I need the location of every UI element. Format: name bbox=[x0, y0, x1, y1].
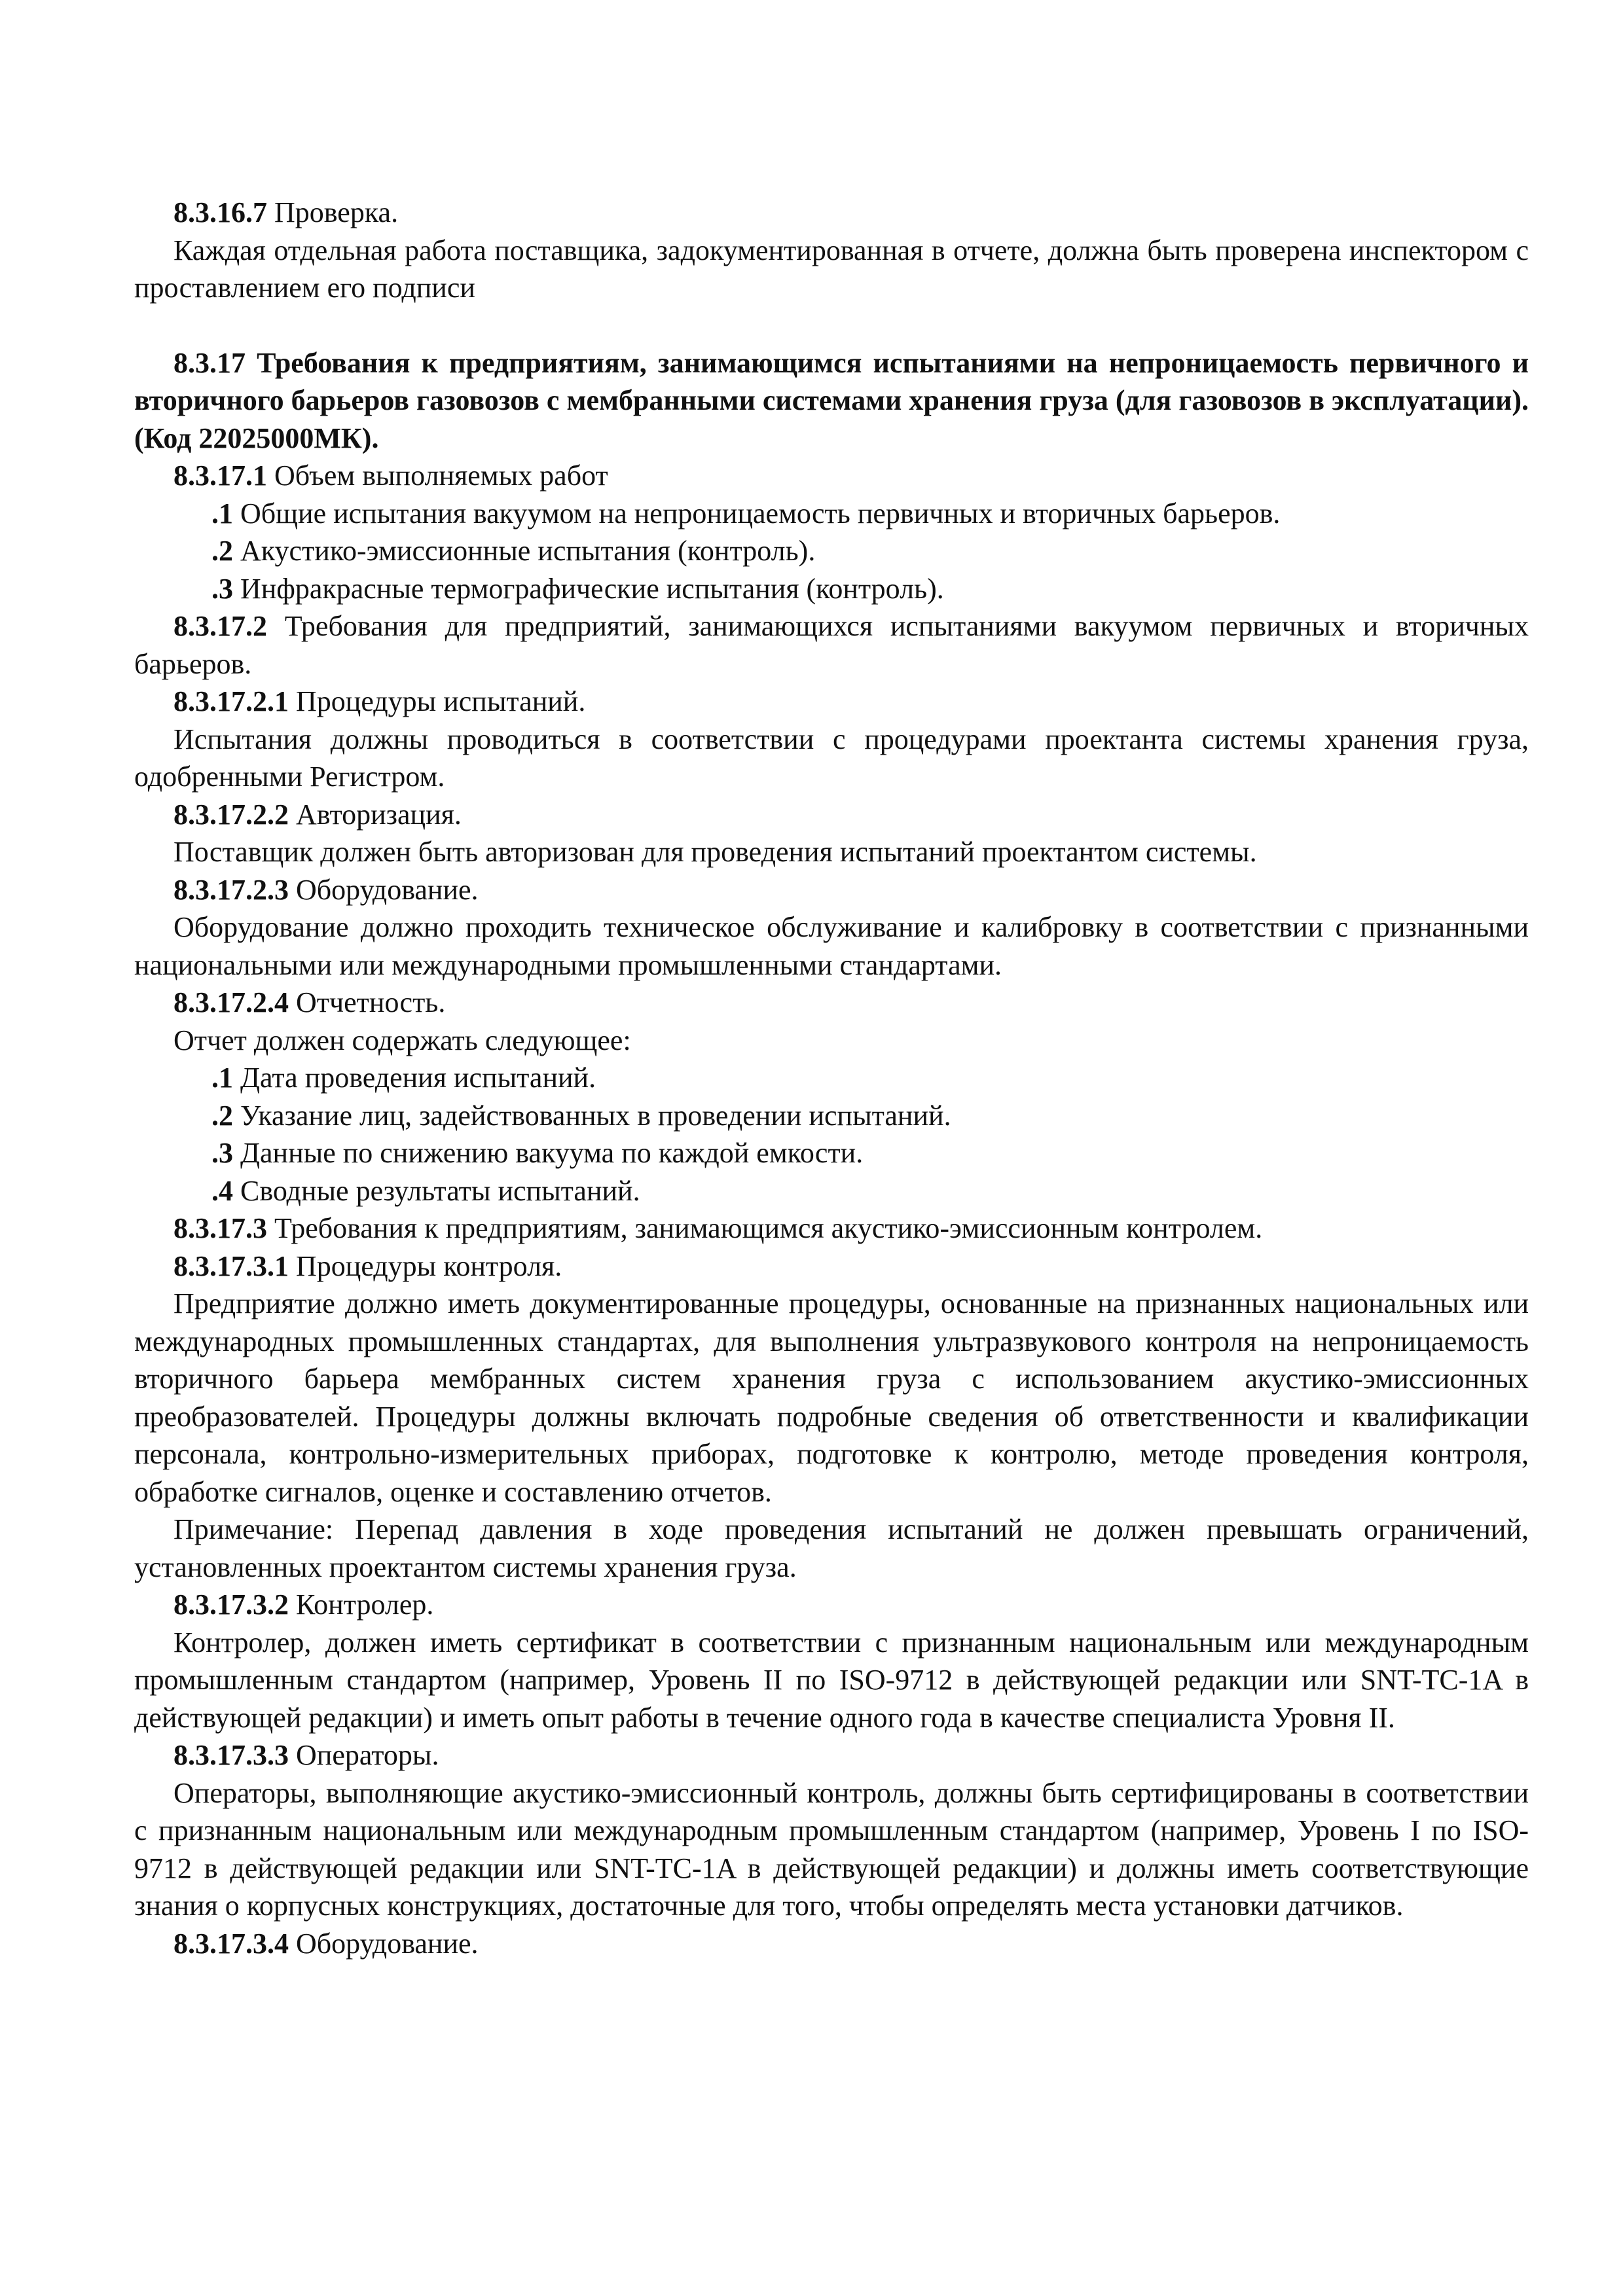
clause-number: 8.3.17.3.1 bbox=[173, 1249, 289, 1282]
clause-number: 8.3.17.2.1 bbox=[173, 685, 289, 717]
clause-title: Операторы. bbox=[289, 1739, 439, 1771]
clause-8-3-17-1 bbox=[134, 457, 1529, 495]
clause-number: 8.3.17.2.2 bbox=[173, 798, 289, 831]
clause-8-3-17-3-4 bbox=[134, 1925, 1529, 1963]
spacer bbox=[134, 307, 1529, 344]
paragraph: Предприятие должно иметь документированные процедуры, основанные на признанных национальных или международных промышленных стандартах, для выполнения ультразвукового контроля на непроницаемость вторичного барьера мембранных систем хранения груза с использованием акустико-эмиссионных преобразователей. Процедуры должны включать подробные сведения об ответственности и квалификации персонала, контрольно-измерительных приборах, подготовке к контролю, методе проведения контроля, обработке сигналов, оценке и составлению отчетов. bbox=[134, 1287, 1529, 1508]
clause-8-3-17-3 bbox=[134, 1210, 1529, 1247]
list-item bbox=[134, 1134, 1529, 1172]
clause-8-3-17-2 bbox=[134, 607, 1529, 683]
clause-number: 8.3.17.2.3 bbox=[173, 873, 289, 906]
list-item-text: Дата проведения испытаний. bbox=[233, 1062, 596, 1094]
clause-8-3-17-2-1 bbox=[134, 683, 1529, 721]
list-item bbox=[134, 1059, 1529, 1097]
list-item bbox=[134, 1097, 1529, 1135]
clause-number: 8.3.17.3 bbox=[173, 1212, 267, 1244]
paragraph: Оборудование должно проходить техническое обслуживание и калибровку в соответствии с признанными национальными или международными промышленными стандартами. bbox=[134, 911, 1529, 981]
clause-number: 8.3.17.1 bbox=[173, 459, 267, 492]
clause-title: Требования для предприятий, занимающихся испытаниями вакуумом первичных и вторичных барьеров. bbox=[134, 610, 1529, 680]
clause-8-3-16-7 bbox=[134, 194, 1529, 232]
list-item bbox=[134, 570, 1529, 608]
list-item-text: Указание лиц, задействованных в проведении испытаний. bbox=[233, 1099, 951, 1132]
list-item-text: Общие испытания вакуумом на непроницаемость первичных и вторичных барьеров. bbox=[233, 497, 1281, 529]
list-item-number: .2 bbox=[211, 535, 233, 567]
clause-title: Процедуры контроля. bbox=[289, 1249, 562, 1282]
list-item-number: .3 bbox=[211, 1137, 233, 1169]
clause-title: Процедуры испытаний. bbox=[289, 685, 586, 717]
clause-number: 8.3.17.3.4 bbox=[173, 1927, 289, 1960]
list-item-number: .2 bbox=[211, 1099, 233, 1132]
section-heading-8-3-17 bbox=[134, 344, 1529, 457]
clause-title: Требования к предприятиям, занимающимся акустико-эмиссионным контролем. bbox=[267, 1212, 1263, 1244]
clause-8-3-17-3-2 bbox=[134, 1586, 1529, 1624]
clause-title: Проверка. bbox=[267, 196, 399, 228]
clause-title: Контролер. bbox=[289, 1588, 434, 1621]
paragraph: Операторы, выполняющие акустико-эмиссионный контроль, должны быть сертифицированы в соответствии с признанным национальным или международным промышленным стандартом (например, Уровень I по ISO-9712 в действующей редакции или SNT-TC-1A в действующей редакции) и должны иметь соответствующие знания о корпусных конструкциях, достаточные для того, чтобы определять места установки датчиков. bbox=[134, 1776, 1529, 1922]
list-item-text: Инфракрасные термографические испытания (контроль). bbox=[233, 572, 944, 605]
paragraph: Контролер, должен иметь сертификат в соответствии с признанным национальным или международным промышленным стандартом (например, Уровень II по ISO-9712 в действующей редакции или SNT-TC-1A в действующей редакции) и иметь опыт работы в течение одного года в качестве специалиста Уровня II. bbox=[134, 1626, 1529, 1734]
list-item-text: Сводные результаты испытаний. bbox=[233, 1174, 640, 1207]
paragraph: Испытания должны проводиться в соответствии с процедурами проектанта системы хранения груза, одобренными Регистром. bbox=[134, 723, 1529, 793]
clause-title: Объем выполняемых работ bbox=[267, 459, 608, 492]
clause-number: 8.3.16.7 bbox=[173, 196, 267, 228]
list-item bbox=[134, 1172, 1529, 1210]
list-item-number: .1 bbox=[211, 1062, 233, 1094]
clause-number: 8.3.17.3.3 bbox=[173, 1739, 289, 1771]
document-body bbox=[134, 194, 1529, 1962]
clause-8-3-17-2-4 bbox=[134, 984, 1529, 1022]
clause-title: Оборудование. bbox=[289, 1927, 479, 1960]
list-item-number: .3 bbox=[211, 572, 233, 605]
clause-title: Авторизация. bbox=[289, 798, 462, 831]
clause-number: 8.3.17.2.4 bbox=[173, 986, 289, 1018]
list-item bbox=[134, 532, 1529, 570]
clause-number: 8.3.17.3.2 bbox=[173, 1588, 289, 1621]
section-heading-number: 8.3.17 bbox=[173, 346, 246, 379]
list-item bbox=[134, 495, 1529, 533]
paragraph: Поставщик должен быть авторизован для проведения испытаний проектантом системы. bbox=[173, 836, 1257, 868]
clause-title: Оборудование. bbox=[289, 873, 479, 906]
list-item-number: .1 bbox=[211, 497, 233, 529]
clause-number: 8.3.17.2 bbox=[173, 610, 267, 642]
section-heading-text: Требования к предприятиям, занимающимся испытаниями на непроницаемость первичного и вторичного барьеров газовозов с мембранными системами хранения груза (для газовозов в эксплуатации). (Код 22025000МК). bbox=[134, 346, 1529, 454]
clause-8-3-17-2-2 bbox=[134, 796, 1529, 834]
list-item-text: Данные по снижению вакуума по каждой емкости. bbox=[233, 1137, 864, 1169]
paragraph: Каждая отдельная работа поставщика, задокументированная в отчете, должна быть проверена инспектором с проставлением его подписи bbox=[134, 234, 1529, 304]
list-item-number: .4 bbox=[211, 1174, 233, 1207]
list-item-text: Акустико-эмиссионные испытания (контроль). bbox=[233, 535, 816, 567]
clause-8-3-17-2-3 bbox=[134, 871, 1529, 909]
clause-8-3-17-3-3 bbox=[134, 1736, 1529, 1774]
paragraph: Отчет должен содержать следующее: bbox=[173, 1024, 631, 1056]
clause-title: Отчетность. bbox=[289, 986, 446, 1018]
clause-8-3-17-3-1 bbox=[134, 1247, 1529, 1285]
note-paragraph: Примечание: Перепад давления в ходе проведения испытаний не должен превышать ограничений, установленных проектантом системы хранения груза. bbox=[134, 1513, 1529, 1583]
